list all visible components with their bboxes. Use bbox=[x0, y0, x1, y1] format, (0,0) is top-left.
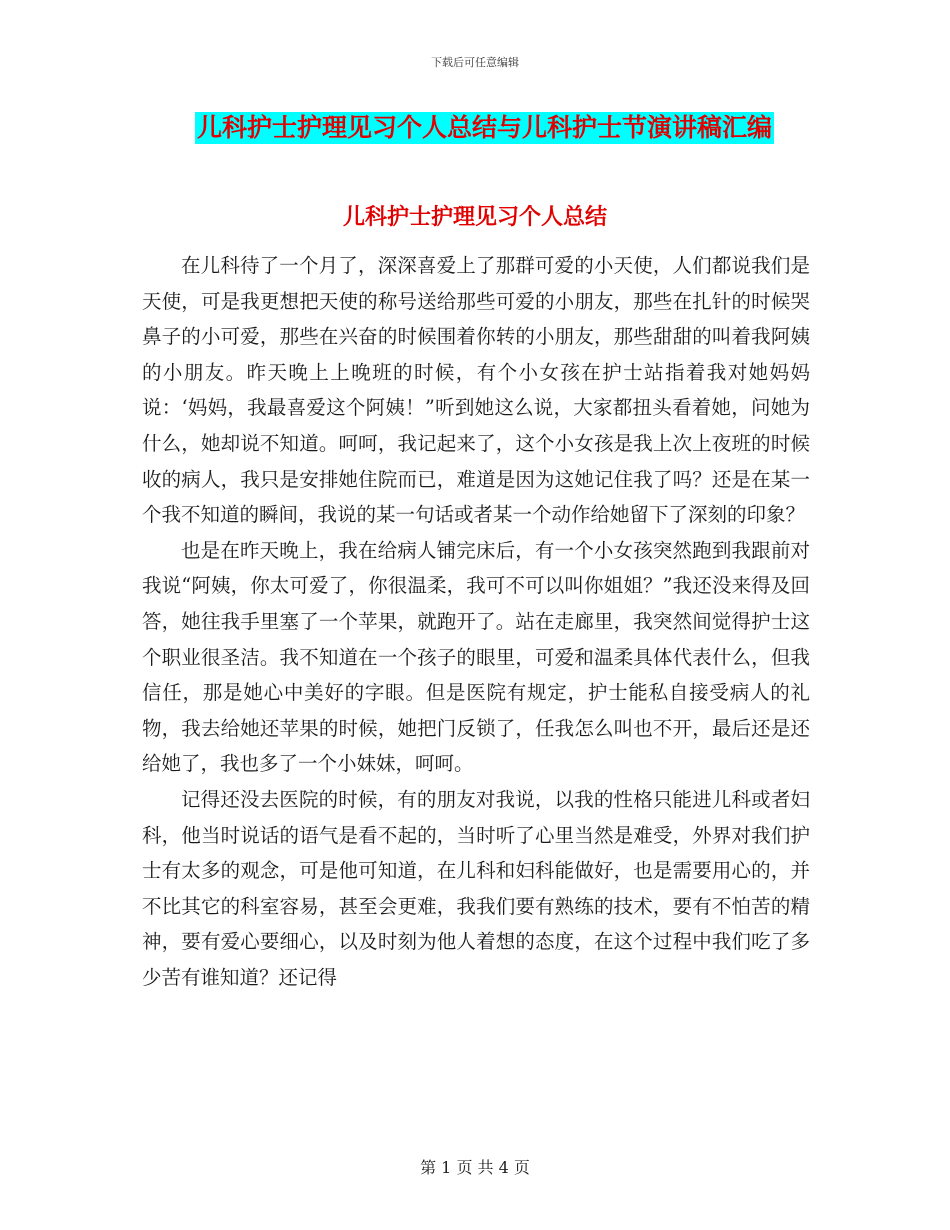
paragraph: 在儿科待了一个月了，深深喜爱上了那群可爱的小天使，人们都说我们是天使，可是我更想把天使的称号送给那些可爱的小朋友，那些在扎针的时候哭鼻子的小可爱，那些在兴奋的时候围着你转的小朋友，那些甜甜的叫着我阿姨的小朋友。昨天晚上上晚班的时候，有个小女孩在护士站指着我对她妈妈说：‘妈妈，我最喜爱这个阿姨！”听到她这么说，大家都扭头看着她，问她为什么，她却说不知道。呵呵，我记起来了，这个小女孩是我上次上夜班的时候收的病人，我只是安排她住院而已，难道是因为这她记住我了吗？还是在某一个我不知道的瞬间，我说的某一句话或者某一个动作给她留下了深刻的印象？ bbox=[142, 254, 810, 527]
paragraph: 记得还没去医院的时候，有的朋友对我说，以我的性格只能进儿科或者妇科，他当时说话的语气是看不起的，当时听了心里当然是难受，外界对我们护士有太多的观念，可是他可知道，在儿科和妇科能做好，也是需要用心的，并不比其它的科室容易，甚至会更难，我我们要有熟练的技术，要有不怕苦的精神，要有爱心要细心，以及时刻为他人着想的态度，在这个过程中我们吃了多少苦有谁知道？还记得 bbox=[142, 787, 810, 989]
body-text bbox=[142, 248, 810, 995]
paragraph: 也是在昨天晚上，我在给病人铺完床后，有一个小女孩突然跑到我跟前对我说“阿姨，你太可爱了，你很温柔，我可不可以叫你姐姐？”我还没来得及回答，她往我手里塞了一个苹果，就跑开了。站在走廊里，我突然间觉得护士这个职业很圣洁。我不知道在一个孩子的眼里，可爱和温柔具体代表什么，但我信任，那是她心中美好的字眼。但是医院有规定，护士能私自接受病人的礼物，我去给她还苹果的时候，她把门反锁了，任我怎么叫也不开，最后还是还给她了，我也多了一个小妹妹，呵呵。 bbox=[142, 538, 810, 776]
page-footer: 第 1 页 共 4 页 bbox=[420, 1158, 530, 1177]
document-title: 儿科护士护理见习个人总结与儿科护士节演讲稿汇编 bbox=[197, 113, 773, 142]
header-note: 下载后可任意编辑 bbox=[431, 56, 519, 69]
section-title: 儿科护士护理见习个人总结 bbox=[342, 204, 607, 230]
